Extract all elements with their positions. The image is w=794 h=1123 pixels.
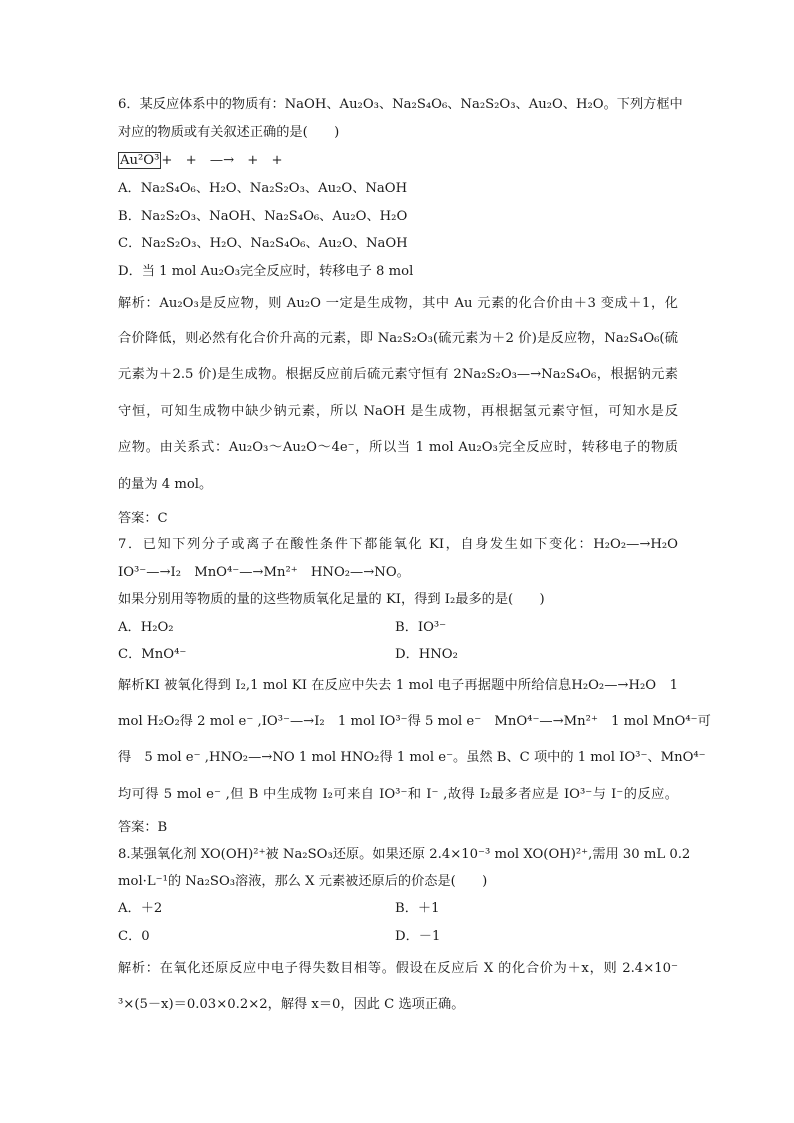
q6-option-c: C．Na₂S₂O₃、H₂O、Na₂S₄O₆、Au₂O、NaOH xyxy=(118,236,408,251)
q6-analysis-line-3: 元素为＋2.5 价)是生成物。根据反应前后硫元素守恒有 2Na₂S₂O₃—→Na₂S₄O₆，根据钠元素 xyxy=(118,367,678,382)
q7-options-row-2 xyxy=(118,646,678,664)
q7-analysis-line-3: 得 5 mol e⁻ ,HNO₂—→NO 1 mol HNO₂得 1 mol e⁻。虽然 B、C 项中的 1 mol IO³⁻、MnO⁴⁻ xyxy=(118,750,706,765)
q8-stem-line-2: mol·L⁻¹的 Na₂SO₃溶液，那么 X 元素被还原后的价态是( ) xyxy=(118,874,488,889)
q8-stem-line-1: 8.某强氧化剂 XO(OH)²⁺被 Na₂SO₃还原。如果还原 2.4×10⁻³ mol XO(OH)²⁺,需用 30 mL 0.2 xyxy=(118,847,691,862)
q8-analysis-line-1: 解析：在氧化还原反应中电子得失数目相等。假设在反应后 X 的化合价为＋x，则 2.4×10⁻ xyxy=(118,961,678,976)
q7-option-a: A．H₂O₂ xyxy=(118,620,174,635)
q8-option-b: B．＋1 xyxy=(395,901,440,916)
q7-option-d: D．HNO₂ xyxy=(395,647,458,662)
q6-analysis-line-2: 合价降低，则必然有化合价升高的元素，即 Na₂S₂O₃(硫元素为＋2 价)是反应物，Na₂S₄O₆(硫 xyxy=(118,331,678,346)
q7-answer: 答案：B xyxy=(118,820,168,835)
q8-option-a: A．＋2 xyxy=(118,901,163,916)
q7-option-c: C．MnO⁴⁻ xyxy=(118,647,187,662)
q7-options-row-1 xyxy=(118,619,678,637)
q6-option-d: D．当 1 mol Au₂O₃完全反应时，转移电子 8 mol xyxy=(118,264,414,279)
q7-option-b: B．IO³⁻ xyxy=(395,620,447,635)
q8-option-d: D．－1 xyxy=(395,929,441,944)
q6-analysis-line-4: 守恒，可知生成物中缺少钠元素，所以 NaOH 是生成物，再根据氢元素守恒，可知水是反 xyxy=(118,404,678,419)
q7-stem-line-1: 7．已知下列分子或离子在酸性条件下都能氧化 KI，自身发生如下变化：H₂O₂—→H₂O xyxy=(118,537,678,552)
q6-analysis-line-5: 应物。由关系式：Au₂O₃～Au₂O～4e⁻，所以当 1 mol Au₂O₃完全反应时，转移电子的物质 xyxy=(118,440,678,455)
q6-stem-line-1: 6．某反应体系中的物质有：NaOH、Au₂O₃、Na₂S₄O₆、Na₂S₂O₃、Au₂O、H₂O。下列方框中 xyxy=(118,97,683,112)
q6-stem-line-2: 对应的物质或有关叙述正确的是( ) xyxy=(118,125,340,140)
q6-box-rest: + + —→ + + xyxy=(161,153,283,168)
q6-analysis-line-6: 的量为 4 mol。 xyxy=(118,477,213,492)
q6-box-label: Au²O³ xyxy=(120,153,160,168)
q6-option-a: A．Na₂S₄O₆、H₂O、Na₂S₂O₃、Au₂O、NaOH xyxy=(118,181,408,196)
q8-options-row-1 xyxy=(118,900,678,918)
q6-answer: 答案：C xyxy=(118,511,168,526)
q8-option-c: C．0 xyxy=(118,929,150,944)
q7-analysis-line-1: 解析KI 被氧化得到 I₂,1 mol KI 在反应中失去 1 mol 电子再据题中所给信息H₂O₂—→H₂O 1 xyxy=(118,678,678,693)
q8-analysis-line-2: ³×(5－x)＝0.03×0.2×2，解得 x＝0，因此 C 选项正确。 xyxy=(118,997,465,1012)
q7-stem-line-3: 如果分别用等物质的量的这些物质氧化足量的 KI，得到 I₂最多的是( ) xyxy=(118,592,545,607)
q8-options-row-2 xyxy=(118,928,678,946)
q7-stem-line-2: IO³⁻—→I₂ MnO⁴⁻—→Mn²⁺ HNO₂—→NO。 xyxy=(118,565,410,580)
q7-analysis-line-4: 均可得 5 mol e⁻ ,但 B 中生成物 I₂可来自 IO³⁻和 I⁻ ,故得 I₂最多者应是 IO³⁻与 I⁻的反应。 xyxy=(118,787,678,802)
q7-analysis-line-2: mol H₂O₂得 2 mol e⁻ ,IO³⁻—→I₂ 1 mol IO³⁻得 5 mol e⁻ MnO⁴⁻—→Mn²⁺ 1 mol MnO⁴⁻可 xyxy=(118,714,711,729)
q6-option-b: B．Na₂S₂O₃、NaOH、Na₂S₄O₆、Au₂O、H₂O xyxy=(118,209,408,224)
q6-equation-box-row xyxy=(118,152,678,170)
q6-analysis-line-1: 解析：Au₂O₃是反应物，则 Au₂O 一定是生成物，其中 Au 元素的化合价由＋3 变成＋1，化 xyxy=(118,296,678,311)
